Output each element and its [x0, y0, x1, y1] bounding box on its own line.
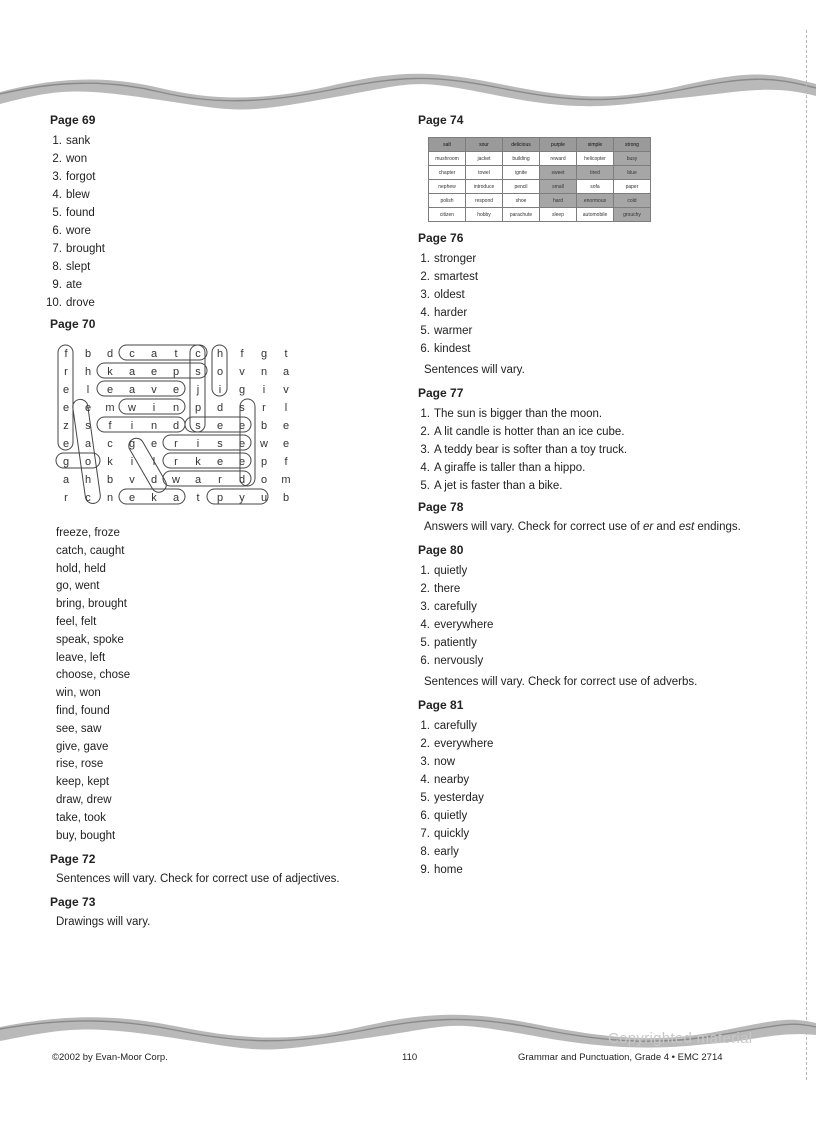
word-search-letter: v	[129, 474, 135, 486]
word-search-letter: w	[260, 438, 268, 450]
word-search-letter: w	[172, 474, 180, 486]
word-search-letter: e	[282, 420, 290, 432]
word-search-letter: f	[284, 456, 288, 468]
list-item: 7. quickly	[420, 828, 470, 840]
word-search-letter: d	[150, 474, 158, 486]
word-search-letter: w	[128, 402, 136, 414]
list-item: 4. nearby	[420, 774, 470, 786]
table-cell: reward	[540, 152, 577, 166]
word-search-letter: p	[194, 402, 202, 414]
word-search-letter: d	[216, 402, 224, 414]
word-search-letter: f	[108, 420, 112, 432]
word-search-letter: r	[64, 492, 68, 504]
word-search-letter: n	[150, 420, 158, 432]
top-wave-border	[0, 62, 816, 110]
copyright-watermark: Copyrighted material	[608, 1030, 753, 1047]
word-search-letter: s	[85, 420, 91, 432]
table-cell: sour	[466, 138, 503, 152]
list-item: catch, caught	[56, 544, 125, 557]
word-search-letter: f	[240, 348, 244, 360]
word-search-letter: i	[130, 456, 134, 468]
table-cell: simple	[577, 138, 614, 152]
word-search-letter: e	[238, 456, 246, 468]
list-item: 5. patiently	[420, 637, 477, 649]
page76-answer-list	[418, 250, 748, 358]
list-item: speak, spoke	[56, 633, 124, 646]
word-search-letter: o	[216, 366, 224, 378]
table-cell: sofa	[577, 180, 614, 194]
page69-heading: Page 69	[50, 113, 96, 127]
word-search-letter: a	[282, 366, 290, 378]
table-cell: chapter	[429, 166, 466, 180]
page72-heading: Page 72	[50, 852, 96, 867]
word-search-letter: s	[195, 420, 201, 432]
word-search-letter: h	[216, 348, 224, 360]
list-item: leave, left	[56, 651, 106, 664]
word-search-letter: b	[84, 348, 92, 360]
word-search-letter: e	[238, 438, 246, 450]
list-item: 7. brought	[52, 243, 106, 255]
word-search-letter: i	[130, 420, 134, 432]
list-item: 2. smartest	[420, 271, 479, 283]
word-search-letter: g	[128, 438, 136, 450]
table-cell: busy	[614, 152, 651, 166]
table-cell: jacket	[466, 152, 503, 166]
word-search-letter: g	[260, 348, 268, 360]
word-search-letter: r	[174, 456, 178, 468]
page78-answer: Answers will vary. Check for correct use of er and est endings.	[424, 521, 741, 533]
list-item: 1. quietly	[420, 565, 468, 577]
list-item: go, went	[56, 580, 100, 593]
word-search-letter: r	[218, 474, 222, 486]
list-item: see, saw	[56, 722, 102, 735]
word-search-letter: g	[62, 456, 70, 468]
word-search-letter: e	[282, 438, 290, 450]
word-search-letter: k	[107, 366, 113, 378]
page70-heading: Page 70	[50, 317, 96, 331]
page73-answer: Drawings will vary.	[56, 916, 151, 929]
table-cell: shoe	[503, 194, 540, 208]
table-cell: automobile	[577, 208, 614, 222]
page80-note: Sentences will vary. Check for correct use of adverbs.	[424, 676, 698, 688]
table-cell: helicopter	[577, 152, 614, 166]
page80-answer-list	[418, 562, 748, 670]
word-search-letter: l	[284, 402, 288, 414]
word-search-puzzle	[56, 344, 291, 514]
word-search-letter: v	[283, 384, 289, 396]
table-row	[429, 166, 651, 180]
word-search-letter: e	[62, 402, 70, 414]
word-search-letter: g	[238, 384, 246, 396]
list-item: 4. everywhere	[420, 619, 494, 631]
word-search-letter: a	[194, 474, 202, 486]
page81-answer-list	[418, 717, 748, 879]
table-row	[429, 138, 651, 152]
list-item: 6. quietly	[420, 810, 468, 822]
table-cell: blue	[614, 166, 651, 180]
list-item: rise, rose	[56, 758, 104, 771]
word-search-letter: n	[106, 492, 114, 504]
word-search-letter: a	[62, 474, 70, 486]
page74-heading: Page 74	[418, 113, 464, 127]
table-cell: building	[503, 152, 540, 166]
table-cell: tired	[577, 166, 614, 180]
list-item: 9. home	[420, 864, 463, 876]
word-search-letter: e	[150, 438, 158, 450]
page76-heading: Page 76	[418, 231, 464, 245]
page73-heading: Page 73	[50, 895, 96, 910]
table-cell: respond	[466, 194, 503, 208]
table-row	[429, 194, 651, 208]
word-search-letter: h	[84, 474, 92, 486]
table-cell: ignite	[503, 166, 540, 180]
table-cell: parachute	[503, 208, 540, 222]
word-search-letter: d	[172, 420, 180, 432]
word-search-letter: k	[195, 456, 201, 468]
word-search-letter: i	[152, 402, 156, 414]
footer-copyright: ©2002 by Evan-Moor Corp.	[52, 1052, 168, 1063]
list-item: 5. yesterday	[420, 792, 484, 804]
word-search-letter: c	[107, 438, 113, 450]
word-search-letter: r	[174, 438, 178, 450]
list-item: 10. drove	[46, 297, 95, 309]
word-search-letter: o	[84, 456, 92, 468]
word-search-letter: a	[128, 384, 136, 396]
page69-answer-list	[46, 132, 395, 312]
table-cell: hard	[540, 194, 577, 208]
word-search-letter: t	[174, 348, 178, 360]
word-search-letter: e	[150, 366, 158, 378]
word-search-letter: i	[262, 384, 266, 396]
list-item: 8. slept	[52, 261, 91, 273]
word-search-letter: i	[196, 438, 200, 450]
word-search-letter: e	[106, 384, 114, 396]
word-search-letter: m	[281, 474, 291, 486]
table-row	[429, 208, 651, 222]
table-cell: mushroom	[429, 152, 466, 166]
list-item: 1. sank	[52, 135, 91, 147]
word-search-letter: o	[260, 474, 268, 486]
word-search-letter: a	[150, 348, 158, 360]
footer-book-title: Grammar and Punctuation, Grade 4 • EMC 2714	[518, 1052, 723, 1063]
word-search-letter: a	[84, 438, 92, 450]
word-search-letter: b	[282, 492, 290, 504]
table-cell: sweet	[540, 166, 577, 180]
table-cell: citizen	[429, 208, 466, 222]
list-item: 3. now	[420, 756, 456, 768]
word-search-letter: c	[85, 492, 91, 504]
word-search-letter: e	[62, 438, 70, 450]
page76-note: Sentences will vary.	[424, 364, 525, 376]
list-item: 1. carefully	[420, 720, 477, 732]
word-search-letter: u	[260, 492, 268, 504]
list-item: draw, drew	[56, 793, 112, 806]
list-item: freeze, froze	[56, 527, 120, 539]
word-search-letter: b	[106, 474, 114, 486]
table-cell: introduce	[466, 180, 503, 194]
list-item: 3. oldest	[420, 289, 465, 301]
word-search-letter: i	[218, 384, 222, 396]
word-search-letter: c	[195, 348, 201, 360]
list-item: 4. A giraffe is taller than a hippo.	[420, 462, 586, 474]
list-item: buy, bought	[56, 829, 116, 842]
list-item: 5. A jet is faster than a bike.	[420, 480, 563, 492]
table-row	[429, 180, 651, 194]
word-search-letter: s	[195, 366, 201, 378]
word-search-letter: p	[216, 492, 224, 504]
word-search-letter: y	[239, 492, 245, 504]
word-search-letter: d	[238, 474, 246, 486]
word-search-letter: s	[217, 438, 223, 450]
word-search-letter: e	[84, 402, 92, 414]
word-search-letter: t	[284, 348, 288, 360]
page74-word-table	[428, 137, 651, 222]
word-search-letter: r	[262, 402, 266, 414]
list-item: 2. there	[420, 583, 461, 595]
table-cell: paper	[614, 180, 651, 194]
word-search-letter: e	[238, 420, 246, 432]
table-row	[429, 152, 651, 166]
word-search-letter: t	[196, 492, 200, 504]
list-item: 1. stronger	[420, 253, 477, 265]
list-item: 8. early	[420, 846, 459, 858]
list-item: feel, felt	[56, 615, 97, 628]
list-item: 3. forgot	[52, 171, 96, 183]
list-item: 6. kindest	[420, 343, 471, 355]
word-search-letter: e	[128, 492, 136, 504]
list-item: 1. The sun is bigger than the moon.	[420, 408, 603, 420]
list-item: 5. found	[52, 207, 95, 219]
word-search-letter: v	[239, 366, 245, 378]
table-cell: pencil	[503, 180, 540, 194]
list-item: 6. nervously	[420, 655, 484, 667]
word-search-letter: c	[129, 348, 135, 360]
word-search-letter: b	[260, 420, 268, 432]
footer-page-number: 110	[402, 1052, 418, 1063]
list-item: 3. A teddy bear is softer than a toy truck.	[420, 444, 628, 456]
list-item: bring, brought	[56, 598, 127, 611]
page-edge-rule	[806, 30, 807, 1080]
word-search-letter: n	[172, 402, 180, 414]
list-item: hold, held	[56, 562, 106, 575]
word-search-letter: h	[84, 366, 92, 378]
table-cell: cold	[614, 194, 651, 208]
word-search-letter: l	[152, 456, 156, 468]
word-search-letter: m	[105, 402, 115, 414]
list-item: choose, chose	[56, 669, 131, 682]
table-cell: nephew	[429, 180, 466, 194]
table-cell: salt	[429, 138, 466, 152]
page78-heading: Page 78	[418, 500, 464, 514]
list-item: 4. blew	[52, 189, 90, 201]
page70-verb-pairs	[56, 525, 395, 845]
list-item: give, gave	[56, 740, 109, 753]
list-item: keep, kept	[56, 776, 110, 789]
page77-heading: Page 77	[418, 386, 464, 400]
word-search-letter: f	[64, 348, 68, 360]
left-column	[46, 112, 395, 937]
table-cell: small	[540, 180, 577, 194]
word-search-letter: e	[216, 420, 224, 432]
list-item: find, found	[56, 704, 110, 717]
word-search-letter: e	[172, 384, 180, 396]
table-cell: towel	[466, 166, 503, 180]
page72-answer: Sentences will vary. Check for correct use of adjectives.	[56, 873, 340, 886]
word-search-letter: p	[172, 366, 180, 378]
page81-heading: Page 81	[418, 698, 464, 712]
page77-answer-list	[418, 405, 748, 495]
list-item: 2. A lit candle is hotter than an ice cube.	[420, 426, 625, 438]
list-item: take, took	[56, 811, 106, 824]
table-cell: enormous	[577, 194, 614, 208]
word-search-letter: k	[107, 456, 113, 468]
list-item: 5. warmer	[420, 325, 473, 337]
table-cell: grouchy	[614, 208, 651, 222]
list-item: 4. harder	[420, 307, 468, 319]
word-search-letter: p	[260, 456, 268, 468]
word-search-letter: e	[216, 456, 224, 468]
word-search-letter: v	[151, 384, 157, 396]
word-search-letter: n	[260, 366, 268, 378]
circle-freeze-vertical	[58, 345, 73, 450]
word-search-letter: r	[64, 366, 68, 378]
word-search-letter: j	[196, 384, 200, 396]
word-search-letter: e	[62, 384, 70, 396]
table-cell: hobby	[466, 208, 503, 222]
right-column	[418, 112, 748, 883]
list-item: 3. carefully	[420, 601, 477, 613]
table-cell: polish	[429, 194, 466, 208]
word-search-letter: a	[172, 492, 180, 504]
list-item: 9. ate	[52, 279, 82, 291]
table-cell: purple	[540, 138, 577, 152]
word-search-letter: d	[106, 348, 114, 360]
table-cell: delicious	[503, 138, 540, 152]
table-cell: sleep	[540, 208, 577, 222]
word-search-letter: l	[86, 384, 90, 396]
word-search-letter: z	[63, 420, 69, 432]
page80-heading: Page 80	[418, 543, 464, 557]
list-item: 6. wore	[52, 225, 91, 237]
table-cell: strong	[614, 138, 651, 152]
list-item: win, won	[56, 687, 101, 700]
word-search-letter: s	[239, 402, 245, 414]
list-item: 2. everywhere	[420, 738, 494, 750]
circle-feel-vertical	[72, 398, 101, 504]
list-item: 2. won	[52, 153, 88, 165]
word-search-letter: k	[151, 492, 157, 504]
word-search-letter: a	[128, 366, 136, 378]
